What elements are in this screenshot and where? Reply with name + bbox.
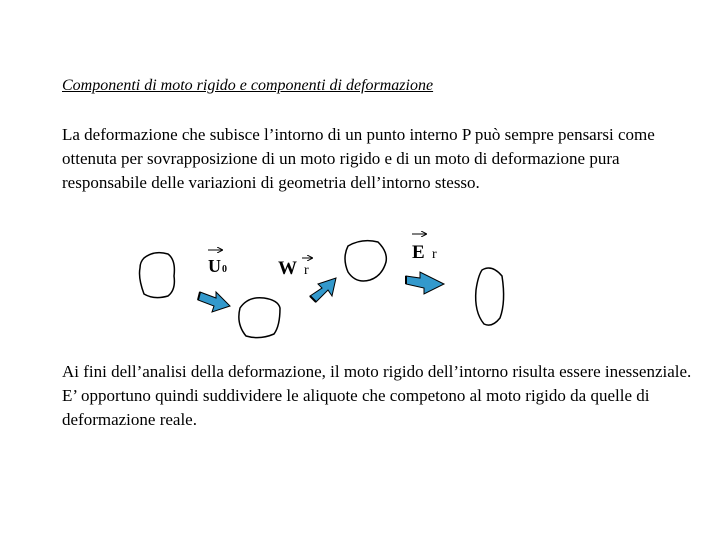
intro-paragraph: La deformazione che subisce l’intorno di un punto interno P può sempre pensarsi come ottenuta per sovrapposizione di un moto rigido e di un moto di deformazione pura responsabile delle variazioni di geometria dell’intorno stesso. (62, 125, 655, 192)
arrow-pure-deformation (406, 272, 444, 294)
label-w-text: W (278, 258, 297, 279)
arrow-rigid-rotation (310, 278, 336, 302)
conclusion-paragraph: Ai fini dell’analisi della deformazione, il moto rigido dell’intorno risulta essere inessenziale. E’ opportuno quindi suddividere le aliquote che competono al moto rigido da quelle di deformazione reale. (62, 362, 692, 429)
label-u0 (208, 250, 227, 276)
label-e-r-text: r (432, 247, 437, 262)
initial-shape (140, 253, 175, 298)
label-e-r (412, 234, 437, 263)
deformation-figure (130, 228, 530, 353)
rotated-shape (345, 241, 386, 281)
slide-heading: Componenti di moto rigido e componenti di deformazione (62, 77, 434, 94)
label-u-text: U (208, 256, 221, 276)
arrow-rigid-translation (198, 292, 230, 312)
label-w-r (278, 258, 312, 279)
label-w-r-text: r (304, 263, 309, 278)
translated-shape (239, 298, 280, 338)
label-u-sub: 0 (222, 264, 227, 275)
label-e-text: E (412, 242, 425, 263)
deformed-shape (476, 268, 504, 325)
